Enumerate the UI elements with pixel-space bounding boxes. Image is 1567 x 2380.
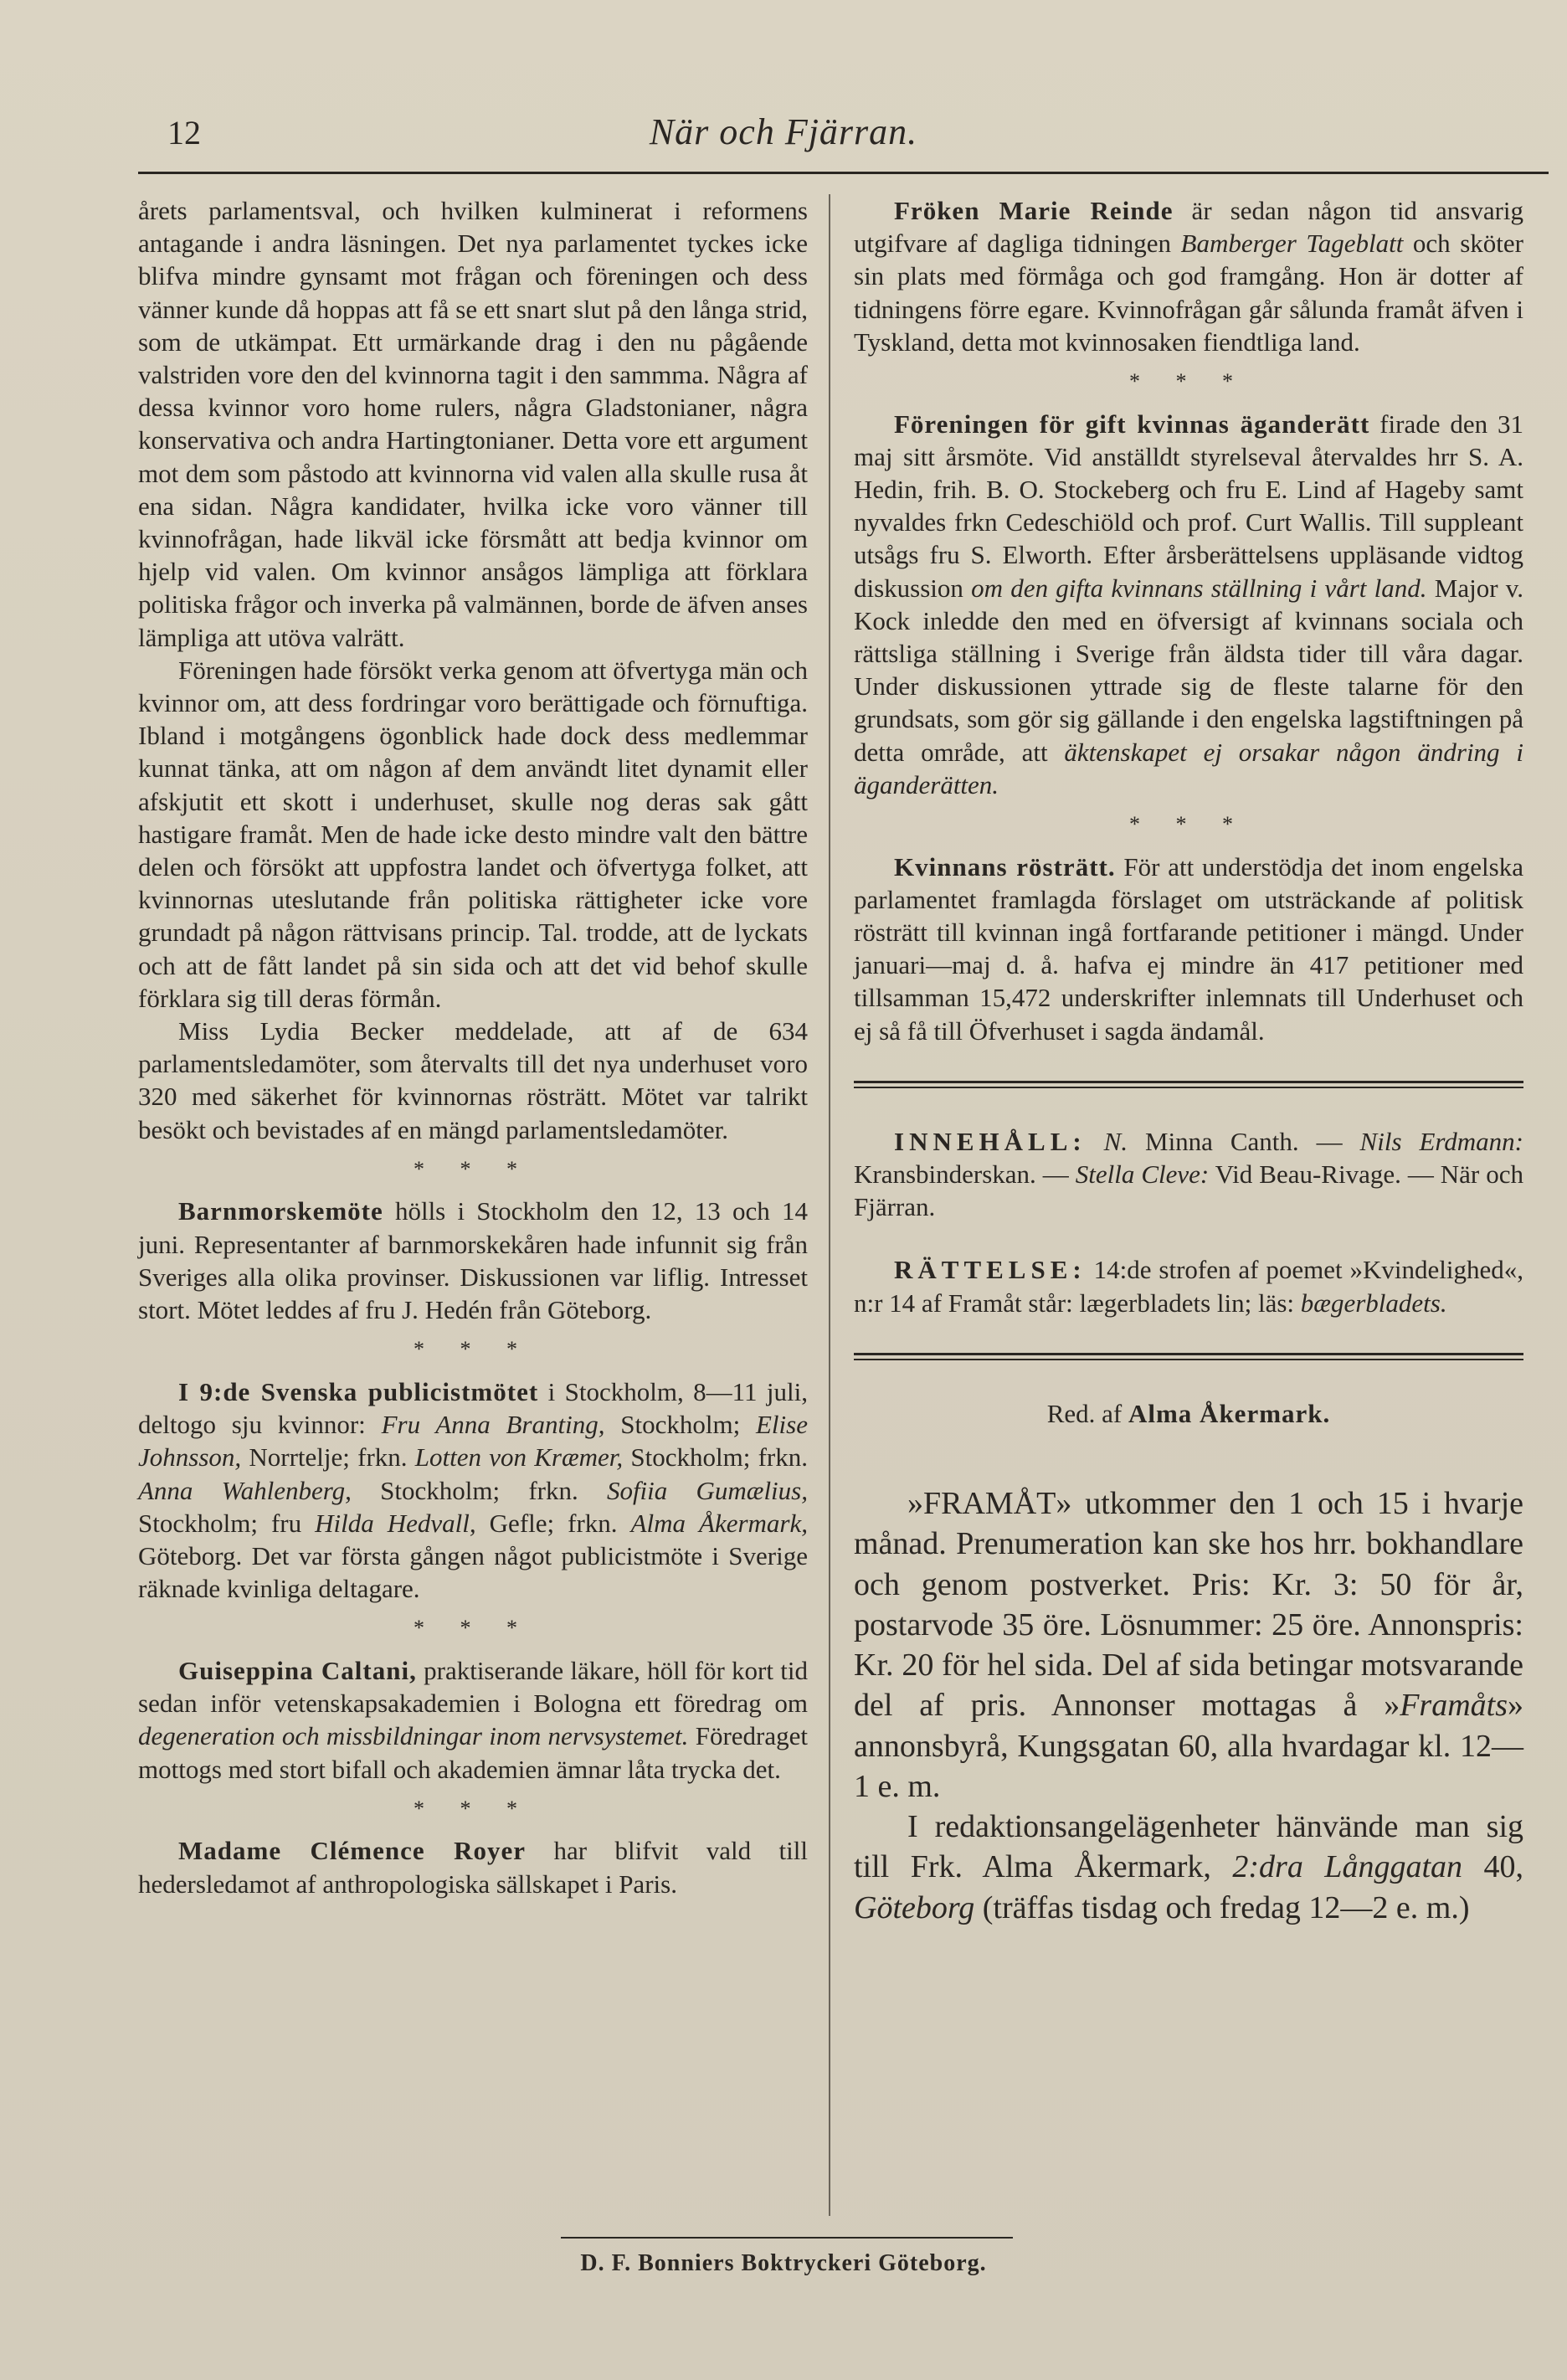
author-name: N. <box>1103 1126 1128 1156</box>
publicist-text: Stockholm; frkn. <box>351 1475 607 1505</box>
contact-address: 2:dra Långgatan <box>1232 1849 1463 1885</box>
midwife-meeting-item <box>138 1195 808 1326</box>
editor-line <box>854 1397 1523 1430</box>
publicist-text: i Stockholm, 8—11 juli, deltogo sju kvinnor: <box>138 1376 809 1440</box>
author-name: Nils Erdmann: <box>1359 1126 1524 1156</box>
contents-text: Minna Canth. — <box>1128 1126 1360 1156</box>
parliament-paragraph-2: Föreningen hade försökt verka genom att öfvertyga män och kvinnor om, att dess fordringar voro berättigade och förnuftiga. Ibland i motgångens ögonblick hade dock dess medlemmar kunnat tänka, att om någon af dem användt litet dynamit eller afskjutit ett skott i underhuset, skulle nog deras sak gått hastigare framåt. Men de hade icke desto mindre valt den bättre delen och försökt att uppfostra landet och öfvertyga folket, att kvinnornas uteslutande från politiska rättigheter icke vore grundadt på någon rättvisans princip. Tal. trodde, att de lyckats och att de fått landet på sin sida och att det vid behof skulle förklara sig till deras förmån. <box>138 655 808 1013</box>
newspaper-name: Bamberger Tageblatt <box>1180 229 1404 259</box>
publicist-text: Gefle; frkn. <box>475 1508 631 1538</box>
publicist-text: Göteborg. Det var första gången något publicistmöte i Sverige räknade kvinliga deltagare. <box>138 1540 808 1604</box>
running-title: När och Fjärran. <box>649 111 918 152</box>
royer-item <box>138 1834 808 1899</box>
parliament-paragraph-1: årets parlamentsval, och hvilken kulminerat i reformens antagande i andra läsningen. Det nya parlamentet tyckes icke blifva mindre gynsamt mot frågan och föreningen och dess vänner kunde då hoppas att få se ett snart slut på den långa strid, som de utkämpat. Ett urmärkande drag i den nu pågående valstriden vore den del kvinnorna tagit i den sammma. Några af dessa kvinnor voro home rulers, några Gladstonianer, några konservativa och andra Hartingtonianer. Detta vore ett argument mot dem som påstodo att kvinnorna vid valen alla skulle rusa åt ena sidan. Några kandidater, hvilka icke voro vänner till kvinnofrågan, hade likväl icke försmått att bedja kvinnor om hjelp vid valen. Om kvinnor ansågos lämpliga att förklara politiska frågor och inverka på valmännen, borde de äfven anses lämpliga att utöva valrätt. <box>138 196 808 652</box>
footer-rule <box>561 2237 1013 2239</box>
publication-info <box>854 1483 1523 1928</box>
lecture-title: degeneration och missbildningar inom nervsystemet. <box>138 1721 689 1751</box>
errata-text: lægerbladets lin; läs: <box>1079 1288 1301 1318</box>
participant-name: Anna Wahlenberg, <box>138 1475 352 1505</box>
caltani-text: praktiserande läkare, höll för kort tid sedan inför vetenskapsakademien i Bologna ett föredrag om <box>138 1655 808 1719</box>
section-separator: * * * <box>1129 812 1248 837</box>
section-separator: * * * <box>414 1156 532 1181</box>
reinde-text: är sedan någon tid ansvarig utgifvare af dagliga tidningen <box>854 196 1524 259</box>
participant-name: Lotten von Kræmer, <box>414 1442 624 1473</box>
contents-text <box>1087 1127 1104 1156</box>
publicist-meeting-item <box>138 1375 808 1605</box>
section-separator: * * * <box>414 1796 532 1821</box>
contents-heading: INNEHÅLL: <box>894 1126 1087 1156</box>
header-rule <box>138 172 1549 174</box>
parliament-paragraph-3: Miss Lydia Becker meddelade, att af de 634 parlamentsledamöter, som återvalts till det nya underhuset voro 320 med säkerhet för kvinnornas rösträtt. Mötet var talrikt besökt och bevistades af en mängd parlamentsledamöter. <box>138 1016 808 1144</box>
errata-item <box>854 1253 1523 1319</box>
suffrage-heading: Kvinnans rösträtt. <box>894 851 1116 882</box>
page-header <box>0 0 1567 180</box>
reinde-heading: Fröken Marie Reinde <box>894 196 1174 225</box>
section-separator: * * * <box>414 1337 532 1362</box>
suffrage-item <box>854 851 1523 1047</box>
page-number: 12 <box>167 114 201 152</box>
right-column <box>854 194 1523 1928</box>
editor-prefix: Red. af <box>1046 1398 1128 1428</box>
royer-text: har blifvit vald till hedersledamot af anthropologiska sällskapet i Paris. <box>138 1836 808 1899</box>
discussion-topic: om den gifta kvinnans ställning i vårt land. <box>971 573 1427 603</box>
printer-imprint: D. F. Bonniers Boktryckeri Göteborg. <box>580 2250 987 2276</box>
editor-name: Alma Åkermark. <box>1128 1398 1331 1428</box>
subscription-text: »FRAMÅT» utkommer den 1 och 15 i hvarje månad. Prenumeration kan ske hos hrr. bokhandlare och genom postverket. Pris: Kr. 3: 50 för år, postarvode 35 öre. Lösnummer: 25 öre. Annonspris: Kr. 20 för hel sida. Del af sida betingar motsvarande del af pris. Annonser mottagas å » <box>854 1486 1523 1724</box>
property-society-heading: Föreningen för gift kvinnas äganderätt <box>894 409 1370 439</box>
reinde-item <box>854 194 1523 358</box>
contact-city: Göteborg <box>854 1889 975 1925</box>
midwife-meeting-heading: Barnmorskemöte <box>178 1196 383 1226</box>
property-society-text: Major v. Kock inledde den med en öfversigt af kvinnans sociala och rättsliga ställning i Sverige från äldsta tider till våra dagar. Under diskussionen yttrade sig de fleste talarne för den grundsats, som gör sig gällande i den engelska lagstiftningen på detta område, att <box>854 573 1524 767</box>
errata-text: 14:de strofen af poemet »Kvindelighed«, n:r 14 af Framåt står: <box>854 1255 1523 1318</box>
caltani-heading: Guiseppina Caltani, <box>178 1655 417 1685</box>
midwife-meeting-text: hölls i Stockholm den 12, 13 och 14 juni. Representanter af barnmorskekåren hade infunnit sig från Sveriges alla olika provinser. Diskussionen var liflig. Intresset stort. Mötet leddes af fru J. Hedén från Göteborg. <box>138 1196 808 1325</box>
royer-heading: Madame Clémence Royer <box>178 1836 526 1866</box>
publicist-text: Stockholm; <box>604 1410 756 1440</box>
publicist-text: Norrtelje; frkn. <box>241 1442 415 1473</box>
errata-correction: bægerbladets. <box>1300 1288 1447 1318</box>
section-separator: * * * <box>1129 369 1248 394</box>
principle-quote: äktenskapet ej orsakar någon ändring i äganderätten. <box>854 737 1523 799</box>
magazine-name: Framåts <box>1400 1688 1508 1724</box>
subscription-text: » annonsbyrå, Kungsgatan 60, alla hvardagar kl. 12—1 e. m. <box>854 1688 1523 1804</box>
section-rule <box>854 1353 1523 1360</box>
subscription-paragraph <box>854 1483 1523 1807</box>
left-column <box>138 194 808 1900</box>
property-society-item <box>854 408 1523 801</box>
errata-heading: RÄTTELSE: <box>894 1255 1087 1285</box>
caltani-item <box>138 1654 808 1786</box>
participant-name: Fru Anna Branting, <box>381 1410 605 1440</box>
contents-item <box>854 1125 1523 1224</box>
author-name: Stella Cleve: <box>1075 1159 1210 1190</box>
reinde-text: och sköter sin plats med förmåga och god framgång. Hon är dotter af tidningens förre egare. Kvinnofrågan går sålunda framåt äfven i Tyskland, detta mot kvinnosaken fiendtliga land. <box>854 229 1523 357</box>
contents-text: Vid Beau-Rivage. — När och Fjärran. <box>854 1159 1523 1222</box>
contents-text: Kransbinderskan. — <box>854 1159 1076 1190</box>
editorial-contact-paragraph <box>854 1807 1523 1928</box>
section-separator: * * * <box>414 1616 532 1641</box>
suffrage-text: För att understödja det inom engelska parlamentet framlagda förslaget om utsträckande af politisk rösträtt till kvinnan ingå fortfarande petitioner i mängd. Under januari—maj d. å. hafva ej mindre än 417 petitioner med tillsamman 15,472 underskrifter inlemnats till Underhuset och ej så få till Öfverhuset i sagda ändamål. <box>854 851 1523 1046</box>
contact-text: I redaktionsangelägenheter hänvände man sig till Frk. Alma Åkermark, <box>854 1809 1523 1885</box>
caltani-text: Föredraget mottogs med stort bifall och akademien ämnar låta trycka det. <box>138 1721 808 1784</box>
column-divider <box>829 194 830 2216</box>
publicist-meeting-heading: I 9:de Svenska publicistmötet <box>178 1376 539 1406</box>
participant-name: Hilda Hedvall, <box>315 1508 476 1538</box>
publicist-text: Stockholm; frkn. <box>623 1442 808 1473</box>
participant-name: Sofiia Gumælius, <box>606 1475 808 1505</box>
contact-text: 40, <box>1462 1849 1524 1885</box>
section-rule <box>854 1081 1523 1088</box>
participant-name: Elise Johnsson, <box>138 1410 808 1473</box>
publicist-text: Stockholm; fru <box>138 1508 316 1538</box>
contact-text: (träffas tisdag och fredag 12—2 e. m.) <box>974 1889 1470 1925</box>
participant-name: Alma Åkermark, <box>630 1508 808 1538</box>
property-society-text: firade den 31 maj sitt årsmöte. Vid anställdt styrelseval återvaldes hrr S. A. Hedin, frih. B. O. Stockeberg och fru E. Lind af Hageby samt nyvaldes frkn Cedeschiöld och prof. Curt Wallis. Till suppleant utsågs fru S. Elworth. Efter årsberättelsens uppläsande vidtog diskussion <box>854 409 1523 603</box>
